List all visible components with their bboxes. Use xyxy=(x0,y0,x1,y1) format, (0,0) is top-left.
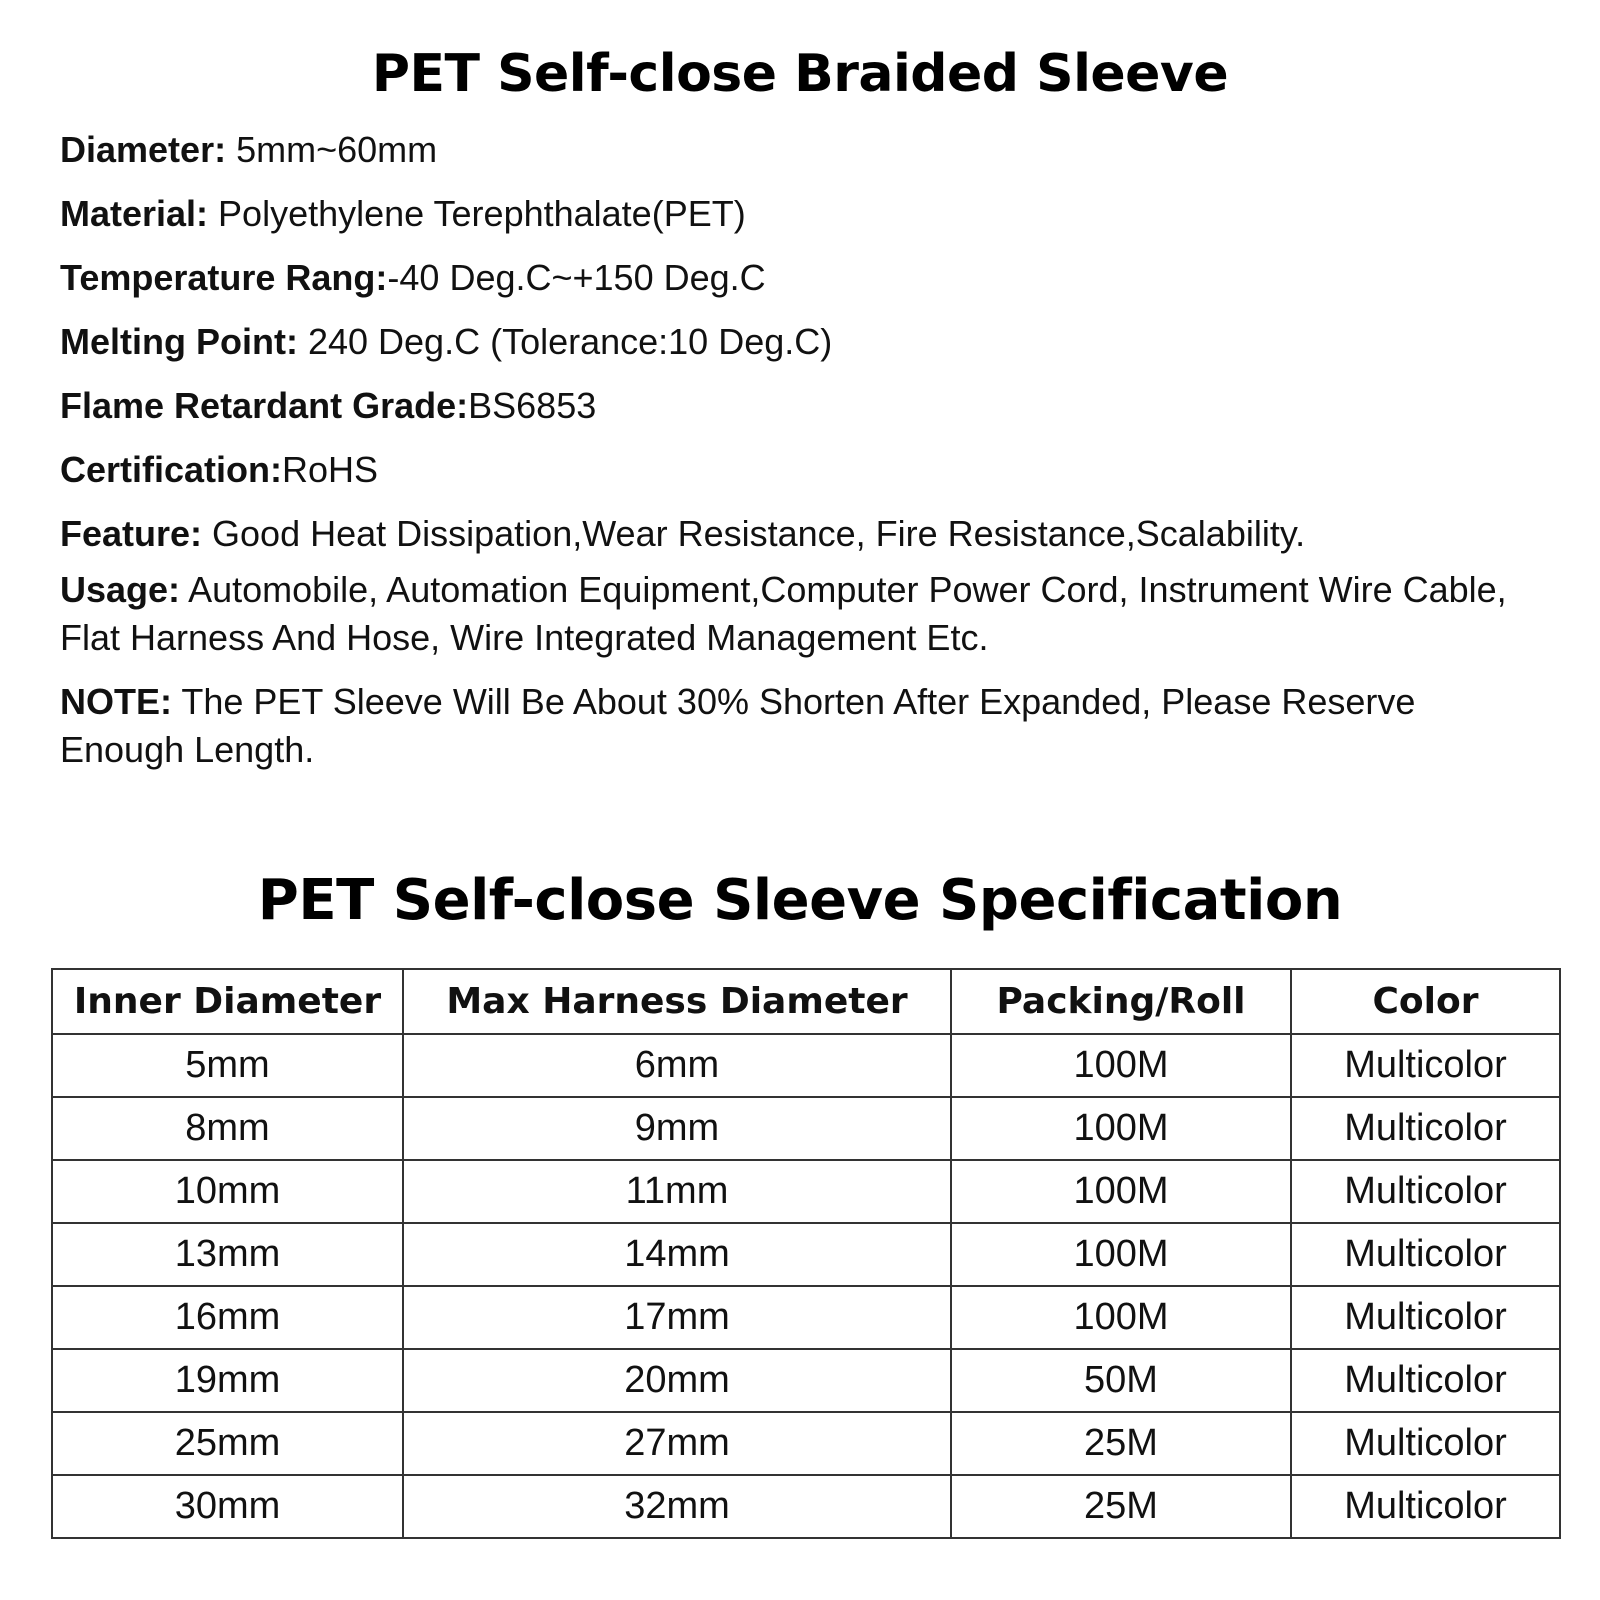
property-value: 5mm~60mm xyxy=(226,129,438,170)
header-max-harness-diameter: Max Harness Diameter xyxy=(403,969,951,1034)
cell-packing-roll: 100M xyxy=(951,1160,1291,1223)
table-row xyxy=(52,1286,1560,1349)
cell-inner-diameter: 5mm xyxy=(52,1034,403,1097)
property-usage xyxy=(60,566,1540,662)
cell-color: Multicolor xyxy=(1291,1097,1560,1160)
header-inner-diameter: Inner Diameter xyxy=(52,969,403,1034)
property-label: Certification: xyxy=(60,449,283,490)
cell-max-harness-diameter: 17mm xyxy=(403,1286,951,1349)
cell-max-harness-diameter: 14mm xyxy=(403,1223,951,1286)
cell-color: Multicolor xyxy=(1291,1223,1560,1286)
spec-title: PET Self-close Sleeve Specification xyxy=(257,868,1343,933)
property-melting-point xyxy=(60,318,1540,366)
cell-max-harness-diameter: 32mm xyxy=(403,1475,951,1538)
cell-max-harness-diameter: 27mm xyxy=(403,1412,951,1475)
property-label: Temperature Rang: xyxy=(60,257,388,298)
property-material xyxy=(60,190,1540,238)
cell-color: Multicolor xyxy=(1291,1160,1560,1223)
cell-color: Multicolor xyxy=(1291,1286,1560,1349)
cell-max-harness-diameter: 11mm xyxy=(403,1160,951,1223)
cell-packing-roll: 25M xyxy=(951,1412,1291,1475)
property-feature xyxy=(60,510,1540,558)
cell-packing-roll: 100M xyxy=(951,1034,1291,1097)
cell-max-harness-diameter: 6mm xyxy=(403,1034,951,1097)
property-value: -40 Deg.C~+150 Deg.C xyxy=(387,257,766,298)
cell-inner-diameter: 30mm xyxy=(52,1475,403,1538)
cell-color: Multicolor xyxy=(1291,1349,1560,1412)
property-certification xyxy=(60,446,1540,494)
cell-max-harness-diameter: 9mm xyxy=(403,1097,951,1160)
cell-packing-roll: 100M xyxy=(951,1223,1291,1286)
table-row xyxy=(52,1097,1560,1160)
cell-color: Multicolor xyxy=(1291,1034,1560,1097)
cell-color: Multicolor xyxy=(1291,1475,1560,1538)
cell-packing-roll: 100M xyxy=(951,1097,1291,1160)
property-value: Good Heat Dissipation,Wear Resistance, Fire Resistance,Scalability. xyxy=(202,513,1306,554)
property-value: BS6853 xyxy=(468,385,597,426)
property-temperature xyxy=(60,254,1540,302)
property-value: RoHS xyxy=(282,449,379,490)
header-packing-roll: Packing/Roll xyxy=(951,969,1291,1034)
cell-inner-diameter: 25mm xyxy=(52,1412,403,1475)
property-label: NOTE: xyxy=(60,681,172,722)
cell-packing-roll: 100M xyxy=(951,1286,1291,1349)
property-note xyxy=(60,678,1540,774)
cell-packing-roll: 50M xyxy=(951,1349,1291,1412)
cell-inner-diameter: 10mm xyxy=(52,1160,403,1223)
cell-inner-diameter: 13mm xyxy=(52,1223,403,1286)
cell-color: Multicolor xyxy=(1291,1412,1560,1475)
property-value: Polyethylene Terephthalate(PET) xyxy=(208,193,746,234)
cell-inner-diameter: 8mm xyxy=(52,1097,403,1160)
cell-inner-diameter: 16mm xyxy=(52,1286,403,1349)
property-diameter xyxy=(60,126,1540,174)
property-flame-retardant xyxy=(60,382,1540,430)
cell-inner-diameter: 19mm xyxy=(52,1349,403,1412)
table-row xyxy=(52,1160,1560,1223)
property-label: Diameter: xyxy=(60,129,227,170)
table-row xyxy=(52,1034,1560,1097)
table-row xyxy=(52,1412,1560,1475)
page-title: PET Self-close Braided Sleeve xyxy=(371,44,1229,104)
table-row xyxy=(52,1349,1560,1412)
cell-max-harness-diameter: 20mm xyxy=(403,1349,951,1412)
property-list xyxy=(60,126,1540,790)
spec-table xyxy=(51,968,1561,1539)
property-label: Usage: xyxy=(60,569,181,610)
header-color: Color xyxy=(1291,969,1560,1034)
property-value: The PET Sleeve Will Be About 30% Shorten After Expanded, Please Reserve Enough Length. xyxy=(60,681,1416,770)
property-label: Flame Retardant Grade: xyxy=(60,385,469,426)
table-row xyxy=(52,1475,1560,1538)
cell-packing-roll: 25M xyxy=(951,1475,1291,1538)
property-value: 240 Deg.C (Tolerance:10 Deg.C) xyxy=(297,321,833,362)
property-value: Automobile, Automation Equipment,Computer Power Cord, Instrument Wire Cable, Flat Harness And Hose, Wire Integrated Management Etc. xyxy=(60,569,1507,658)
property-label: Melting Point: xyxy=(60,321,298,362)
table-header-row xyxy=(52,969,1560,1034)
property-label: Material: xyxy=(60,193,209,234)
property-label: Feature: xyxy=(60,513,203,554)
table-row xyxy=(52,1223,1560,1286)
